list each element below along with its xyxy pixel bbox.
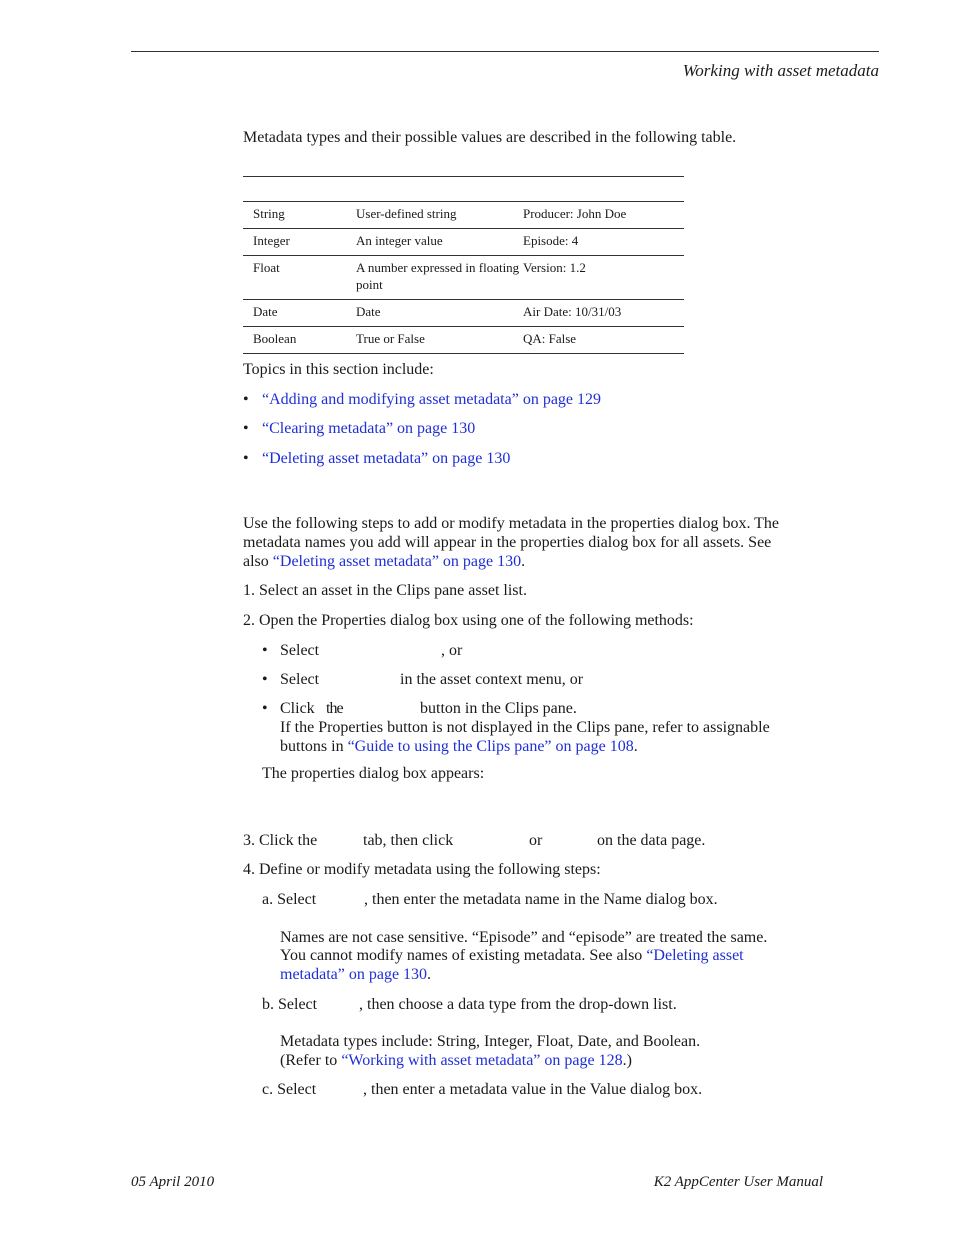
method-1-or: , or bbox=[441, 642, 463, 659]
description-cell: A number expressed in floating point bbox=[356, 256, 523, 300]
method-2-select: Select bbox=[280, 671, 320, 688]
type-cell: Float bbox=[243, 256, 356, 300]
type-cell: Date bbox=[243, 300, 356, 327]
sub-b-note1: Metadata types include: String, Integer, Float, Date, and Boolean. bbox=[280, 1033, 701, 1050]
table-row bbox=[243, 202, 684, 229]
description-cell: User-defined string bbox=[356, 202, 523, 229]
sub-a-note1: Names are not case sensitive. “Episode” and “episode” are treated the same. bbox=[280, 929, 768, 946]
bullet-marker: • bbox=[243, 391, 249, 408]
step-3-tab: tab, then click bbox=[363, 832, 454, 849]
adding-para-prefix: also bbox=[243, 553, 273, 570]
link-deleting-asset-metadata-2a[interactable]: “Deleting asset bbox=[646, 947, 744, 964]
link-deleting-asset-metadata[interactable]: “Deleting asset metadata” on page 130 bbox=[272, 553, 522, 570]
dialog-appears: The properties dialog box appears: bbox=[262, 765, 485, 782]
sub-a-note2 bbox=[280, 946, 744, 965]
sub-c-select: c. Select bbox=[262, 1081, 317, 1098]
example-cell: Producer: John Doe bbox=[523, 202, 684, 229]
table-caption-rule bbox=[243, 176, 684, 177]
example-cell: Version: 1.2 bbox=[523, 256, 684, 300]
header-rule bbox=[131, 51, 879, 52]
example-cell: Episode: 4 bbox=[523, 229, 684, 256]
description-cell: An integer value bbox=[356, 229, 523, 256]
table-row bbox=[243, 327, 684, 354]
method-3-button: button in the Clips pane. bbox=[420, 700, 577, 717]
section-title: Working with asset metadata bbox=[682, 61, 879, 80]
method-3-bullet: • bbox=[262, 700, 268, 717]
sub-b-select: b. Select bbox=[262, 996, 318, 1013]
topics-lead: Topics in this section include: bbox=[243, 361, 434, 378]
table-row bbox=[243, 229, 684, 256]
link-working-with-asset-metadata[interactable]: “Working with asset metadata” on page 128 bbox=[341, 1052, 623, 1069]
sub-a-select: a. Select bbox=[262, 891, 317, 908]
intro-paragraph: Metadata types and their possible values are described in the following table. bbox=[243, 129, 737, 146]
footer-manual-title: K2 AppCenter User Manual bbox=[653, 1174, 823, 1190]
link-guide-clips-pane[interactable]: “Guide to using the Clips pane” on page 108 bbox=[347, 738, 634, 755]
method-3-the: the bbox=[326, 700, 343, 717]
step-2: 2. Open the Properties dialog box using one of the following methods: bbox=[243, 612, 694, 629]
method-3-click: Click bbox=[280, 700, 315, 717]
sub-a-note3 bbox=[280, 965, 431, 984]
method-3-line3-prefix: buttons in bbox=[280, 738, 348, 755]
table-row bbox=[243, 256, 684, 300]
method-2-context: in the asset context menu, or bbox=[400, 671, 584, 688]
metadata-types-table bbox=[243, 201, 684, 354]
bullet-marker: • bbox=[243, 420, 249, 437]
sub-a-note3-suffix: . bbox=[427, 966, 432, 983]
method-1-bullet: • bbox=[262, 642, 268, 659]
example-cell: QA: False bbox=[523, 327, 684, 354]
method-3-line3 bbox=[280, 737, 638, 756]
link-deleting-asset-metadata-2b[interactable]: metadata” on page 130 bbox=[280, 966, 428, 983]
sub-b-note2-prefix: (Refer to bbox=[280, 1052, 342, 1069]
description-cell: Date bbox=[356, 300, 523, 327]
step-3-or: or bbox=[529, 832, 543, 849]
adding-para-line2: metadata names you add will appear in the properties dialog box for all assets. See bbox=[243, 534, 772, 551]
sub-c-text: , then enter a metadata value in the Value dialog box. bbox=[363, 1081, 703, 1098]
sub-b-text: , then choose a data type from the drop-down list. bbox=[359, 996, 677, 1013]
sub-a-text: , then enter the metadata name in the Name dialog box. bbox=[364, 891, 718, 908]
adding-para-line3 bbox=[243, 552, 525, 571]
method-2-bullet: • bbox=[262, 671, 268, 688]
topic-link[interactable]: “Clearing metadata” on page 130 bbox=[262, 420, 476, 437]
topic-link[interactable]: “Deleting asset metadata” on page 130 bbox=[262, 450, 511, 467]
step-4: 4. Define or modify metadata using the following steps: bbox=[243, 861, 601, 878]
sub-b-note2-suffix: .) bbox=[622, 1052, 632, 1069]
step-3-datapage: on the data page. bbox=[597, 832, 706, 849]
method-3-line3-suffix: . bbox=[633, 738, 638, 755]
topic-link[interactable]: “Adding and modifying asset metadata” on page 129 bbox=[262, 391, 602, 408]
bullet-marker: • bbox=[243, 450, 249, 467]
sub-b-note2 bbox=[280, 1051, 632, 1070]
step-1: 1. Select an asset in the Clips pane asset list. bbox=[243, 582, 527, 599]
adding-para-suffix: . bbox=[521, 553, 526, 570]
type-cell: String bbox=[243, 202, 356, 229]
footer-date: 05 April 2010 bbox=[131, 1174, 215, 1190]
description-cell: True or False bbox=[356, 327, 523, 354]
table-row bbox=[243, 300, 684, 327]
method-3-line2: If the Properties button is not displayed in the Clips pane, refer to assignable bbox=[280, 719, 770, 736]
step-3-click: 3. Click the bbox=[243, 832, 318, 849]
adding-para-line1: Use the following steps to add or modify metadata in the properties dialog box. The bbox=[243, 515, 780, 532]
type-cell: Boolean bbox=[243, 327, 356, 354]
example-cell: Air Date: 10/31/03 bbox=[523, 300, 684, 327]
method-1-select: Select bbox=[280, 642, 320, 659]
type-cell: Integer bbox=[243, 229, 356, 256]
sub-a-note2-prefix: You cannot modify names of existing metadata. See also bbox=[280, 947, 647, 964]
